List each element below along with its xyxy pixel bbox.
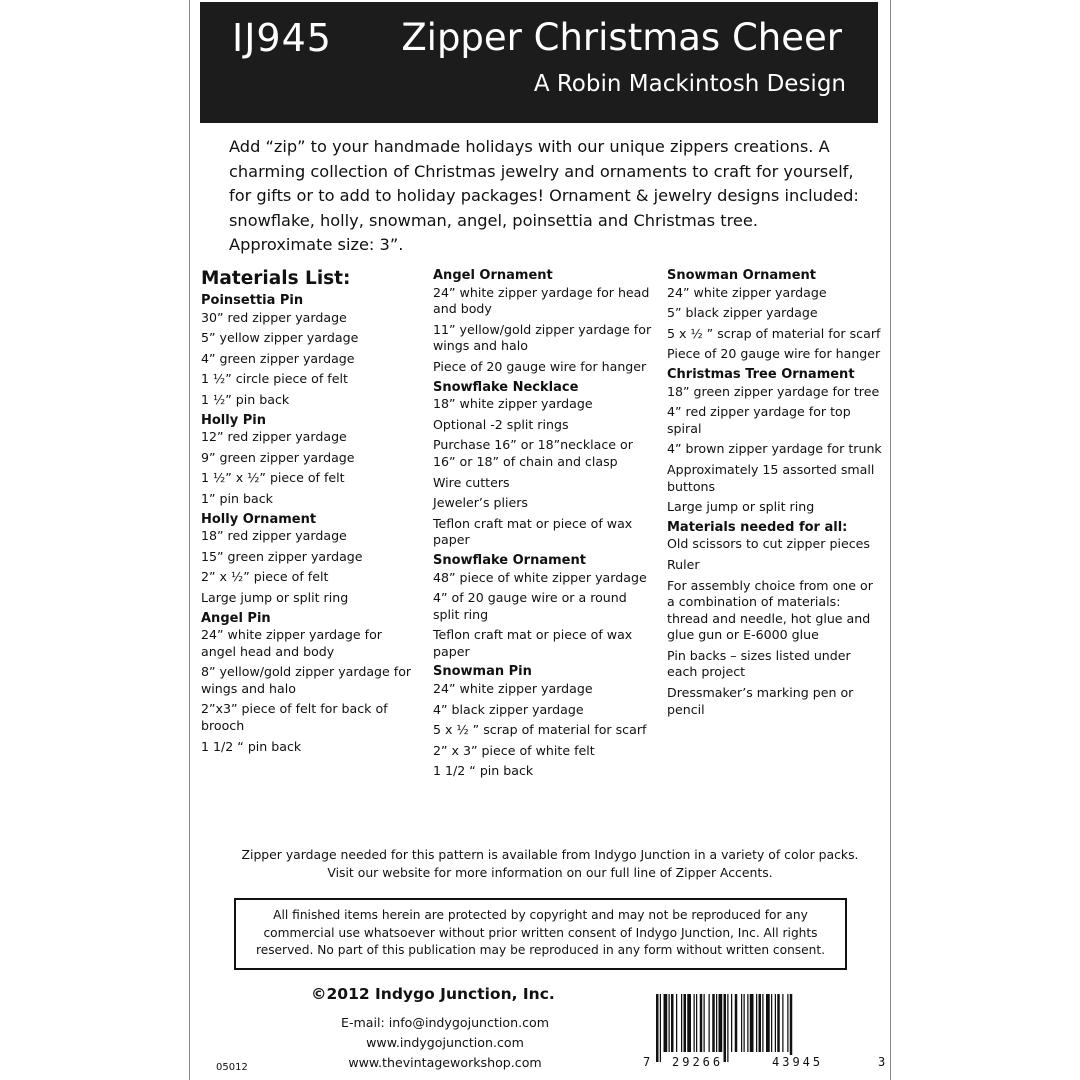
barcode-digits-left: 29266 bbox=[672, 1055, 724, 1069]
material-item: Optional -2 split rings bbox=[433, 416, 569, 432]
material-item: 18” red zipper yardage bbox=[201, 528, 347, 544]
company-copyright: ©2012 Indygo Junction, Inc. bbox=[311, 985, 555, 1003]
section-title: Snowman Ornament bbox=[667, 268, 816, 283]
material-item: Piece of 20 gauge wire for hanger bbox=[433, 358, 647, 374]
material-item: 24” white zipper yardage for angel head and body bbox=[201, 627, 382, 659]
materials-column-3 bbox=[667, 268, 882, 718]
material-item: 11” yellow/gold zipper yardage for wings and halo bbox=[433, 321, 652, 354]
barcode-left-digit: 7 bbox=[643, 1055, 651, 1069]
website-link: www.indygojunction.com bbox=[366, 1035, 524, 1050]
materials-column-2 bbox=[433, 268, 655, 780]
material-item: For assembly choice from one or a combination of materials: thread and needle, hot glue and glue gun or E-6000 glue bbox=[667, 577, 873, 643]
material-item: Large jump or split ring bbox=[667, 499, 815, 515]
designer-credit: A Robin Mackintosh Design bbox=[533, 71, 846, 97]
material-item: 24” white zipper yardage bbox=[667, 284, 827, 300]
material-item: 1 ½” circle piece of felt bbox=[201, 371, 348, 387]
material-item: Ruler bbox=[667, 556, 700, 572]
material-item: Large jump or split ring bbox=[201, 589, 349, 605]
section-title: Christmas Tree Ornament bbox=[667, 366, 855, 382]
material-item: Teflon craft mat or piece of wax paper bbox=[433, 627, 633, 659]
section-title: Materials needed for all: bbox=[667, 519, 848, 535]
contact-info bbox=[300, 1013, 590, 1073]
material-item: 1 1/2 “ pin back bbox=[433, 763, 534, 779]
barcode-icon bbox=[654, 994, 876, 1064]
material-item: 18” green zipper yardage for tree bbox=[667, 383, 880, 399]
barcode-digits-right: 43945 bbox=[772, 1055, 824, 1069]
material-item: 2” x 3” piece of white felt bbox=[433, 742, 595, 758]
pattern-code: IJ945 bbox=[232, 16, 332, 60]
material-item: 18” white zipper yardage bbox=[433, 396, 593, 412]
material-item: 48” piece of white zipper yardage bbox=[433, 569, 647, 585]
material-item: 4” black zipper yardage bbox=[433, 701, 584, 717]
header-banner bbox=[200, 2, 878, 123]
material-item: 1 ½” pin back bbox=[201, 391, 290, 407]
intro-paragraph: Add “zip” to your handmade holidays with our unique zippers creations. A charming collection of Christmas jewelry and ornaments to craft for yourself, for gifts or to add to holiday packages! Ornament & jewelry designs included: snowflake, holly, snowman, angel, poinsettia and Christmas tree. Approximate size: 3”. bbox=[229, 137, 859, 254]
material-item: 15” green zipper yardage bbox=[201, 548, 363, 564]
section-title: Snowman Pin bbox=[433, 664, 532, 680]
copyright-notice-box bbox=[234, 898, 847, 970]
material-item: 9” green zipper yardage bbox=[201, 449, 355, 465]
material-item: 1 ½” x ½” piece of felt bbox=[201, 470, 345, 486]
section-title: Snowflake Ornament bbox=[433, 552, 586, 568]
material-item: Piece of 20 gauge wire for hanger bbox=[667, 346, 881, 362]
copyright-notice: All finished items herein are protected by copyright and may not be reproduced for any commercial use whatsoever without prior written consent of Indygo Junction, Inc. All rights reserved. No part of this publication may be reproduced in any form without written consent. bbox=[255, 908, 826, 957]
material-item: Dressmaker’s marking pen or pencil bbox=[667, 685, 854, 717]
section-title: Poinsettia Pin bbox=[201, 293, 304, 308]
material-item: 24” white zipper yardage bbox=[433, 681, 593, 697]
material-item: 5 x ½ ” scrap of material for scarf bbox=[667, 325, 881, 341]
section-title: Holly Ornament bbox=[201, 511, 317, 527]
material-item: 5” black zipper yardage bbox=[667, 305, 818, 321]
material-item: Old scissors to cut zipper pieces bbox=[667, 536, 870, 552]
material-item: Approximately 15 assorted small buttons bbox=[667, 461, 875, 494]
material-item: Teflon craft mat or piece of wax paper bbox=[433, 515, 633, 548]
material-item: 1” pin back bbox=[201, 490, 273, 506]
material-item: Wire cutters bbox=[433, 474, 510, 490]
material-item: 24” white zipper yardage for head and body bbox=[433, 284, 650, 317]
material-item: Pin backs – sizes listed under each project bbox=[667, 647, 851, 680]
material-item: 2”x3” piece of felt for back of brooch bbox=[201, 701, 388, 734]
materials-list-heading: Materials List: bbox=[201, 268, 351, 289]
material-item: 4” green zipper yardage bbox=[201, 350, 355, 366]
material-item: 4” brown zipper yardage for trunk bbox=[667, 441, 882, 457]
email-address: E-mail: info@indygojunction.com bbox=[341, 1015, 549, 1030]
section-title: Snowflake Necklace bbox=[433, 379, 579, 395]
material-item: 12” red zipper yardage bbox=[201, 429, 347, 445]
material-item: 5” yellow zipper yardage bbox=[201, 330, 359, 346]
material-item: Purchase 16” or 18”necklace or 16” or 18” of chain and clasp bbox=[433, 437, 633, 469]
material-item: Jeweler’s pliers bbox=[433, 495, 528, 511]
website-link-2: www.thevintageworkshop.com bbox=[348, 1055, 542, 1070]
pattern-title: Zipper Christmas Cheer bbox=[401, 16, 842, 59]
material-item: 4” red zipper yardage for top spiral bbox=[667, 404, 851, 436]
barcode-right-digit: 3 bbox=[878, 1055, 886, 1069]
materials-column-1 bbox=[201, 268, 416, 755]
catalog-number: 05012 bbox=[216, 1062, 248, 1073]
material-item: 8” yellow/gold zipper yardage for wings and halo bbox=[201, 664, 412, 696]
section-title: Angel Pin bbox=[201, 610, 271, 626]
material-item: 2” x ½” piece of felt bbox=[201, 569, 329, 585]
material-item: 1 1/2 “ pin back bbox=[201, 738, 302, 754]
material-item: 5 x ½ ” scrap of material for scarf bbox=[433, 722, 647, 738]
material-item: 4” of 20 gauge wire or a round split ring bbox=[433, 590, 627, 622]
section-title: Angel Ornament bbox=[433, 268, 553, 283]
availability-note: Zipper yardage needed for this pattern is available from Indygo Junction in a variety of color packs. Visit our website for more information on our full line of Zipper Accents. bbox=[241, 847, 859, 880]
material-item: 30” red zipper yardage bbox=[201, 309, 347, 325]
section-title: Holly Pin bbox=[201, 412, 266, 428]
